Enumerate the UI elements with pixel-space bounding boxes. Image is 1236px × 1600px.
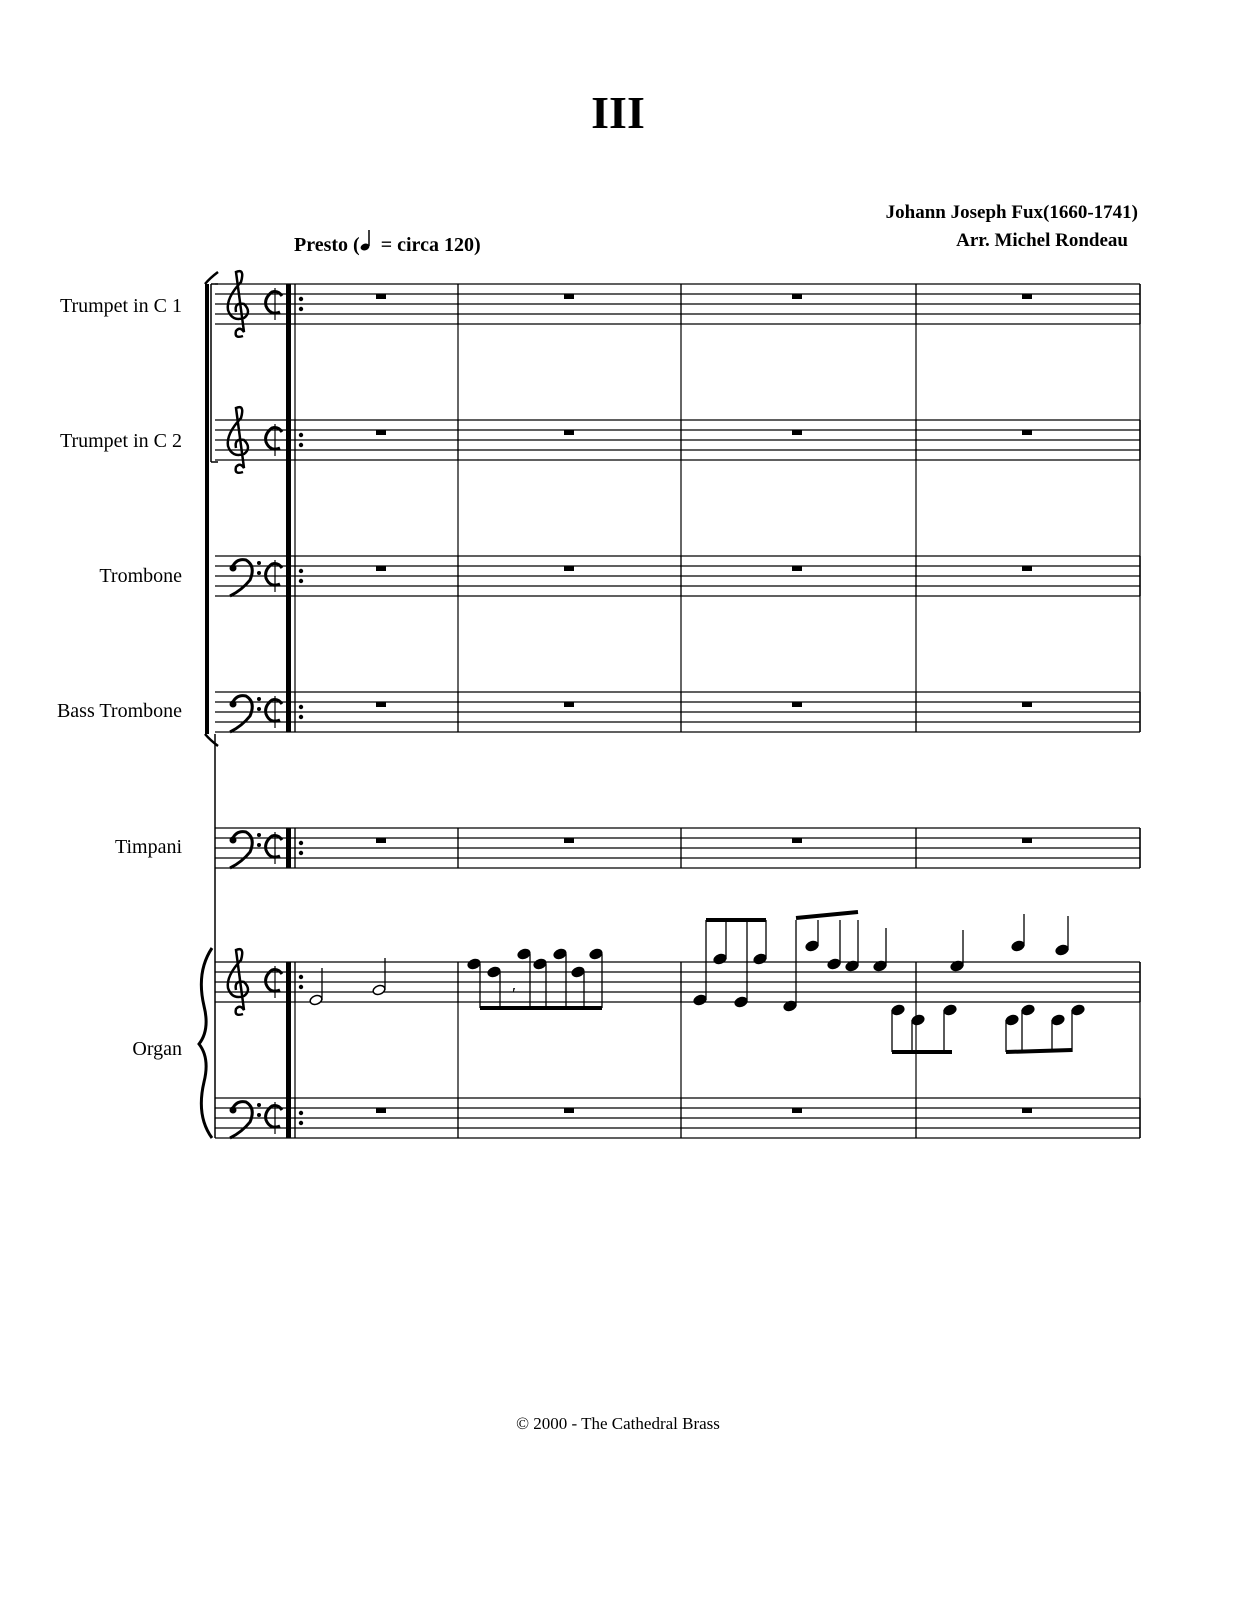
whole-rest-icon <box>792 838 802 843</box>
bass-clef-icon <box>230 832 262 868</box>
instrument-label: Trumpet in C 2 <box>59 430 182 452</box>
tempo-value: = circa 120) <box>375 234 481 256</box>
instrument-label: Bass Trombone <box>56 700 182 722</box>
note-head <box>734 996 748 1008</box>
whole-rest-icon <box>376 702 386 707</box>
whole-rest-icon <box>1022 566 1032 571</box>
note-head <box>571 966 585 978</box>
staff <box>215 828 1140 868</box>
note-head <box>891 1004 905 1016</box>
note-head <box>753 953 767 965</box>
bass-clef-icon <box>230 696 262 732</box>
staff <box>215 692 1140 732</box>
whole-rest-icon <box>376 838 386 843</box>
note-head <box>827 958 841 970</box>
note-head <box>589 948 603 960</box>
whole-rest-icon <box>564 702 574 707</box>
arranger-credit: Arr. Michel Rondeau <box>956 230 1128 251</box>
whole-rest-icon <box>564 566 574 571</box>
bass-clef-icon <box>230 1102 262 1138</box>
note-head <box>553 948 567 960</box>
staff <box>215 556 1140 596</box>
whole-rest-icon <box>564 294 574 299</box>
composer-credit: Johann Joseph Fux(1660-1741) <box>885 202 1138 223</box>
note-head <box>1051 1014 1065 1026</box>
note-head <box>1021 1004 1035 1016</box>
copyright-notice: © 2000 - The Cathedral Brass <box>516 1414 720 1433</box>
note-head <box>372 984 386 996</box>
note-head <box>713 953 727 965</box>
staff <box>215 1098 1140 1138</box>
whole-rest-icon <box>376 294 386 299</box>
note-head <box>487 966 501 978</box>
note-head <box>1071 1004 1085 1016</box>
note-head <box>467 958 481 970</box>
staff <box>215 407 1140 473</box>
whole-rest-icon <box>564 838 574 843</box>
bass-clef-icon <box>230 560 262 596</box>
page-title: III <box>591 87 645 138</box>
tempo-text: Presto ( <box>294 234 360 256</box>
staff <box>215 271 1140 337</box>
note-head <box>1005 1014 1019 1026</box>
whole-rest-icon <box>792 294 802 299</box>
instrument-label: Trumpet in C 1 <box>59 295 182 317</box>
whole-rest-icon <box>564 1108 574 1113</box>
note-head <box>805 940 819 952</box>
whole-rest-icon <box>792 702 802 707</box>
instrument-label: Trombone <box>99 565 182 587</box>
note-head <box>533 958 547 970</box>
whole-rest-icon <box>1022 1108 1032 1113</box>
note-head <box>693 994 707 1006</box>
whole-rest-icon <box>564 430 574 435</box>
whole-rest-icon <box>1022 294 1032 299</box>
whole-rest-icon <box>792 430 802 435</box>
whole-rest-icon <box>792 566 802 571</box>
whole-rest-icon <box>1022 430 1032 435</box>
note-head <box>309 994 323 1006</box>
whole-rest-icon <box>792 1108 802 1113</box>
note-head <box>1055 944 1069 956</box>
whole-rest-icon <box>1022 838 1032 843</box>
note-head <box>943 1004 957 1016</box>
trumpet-bracket <box>211 284 218 462</box>
organ-brace <box>199 948 212 1138</box>
whole-rest-icon <box>376 566 386 571</box>
staff <box>215 949 1140 1015</box>
whole-rest-icon <box>376 430 386 435</box>
whole-rest-icon <box>1022 702 1032 707</box>
whole-rest-icon <box>376 1108 386 1113</box>
note-head <box>1011 940 1025 952</box>
note-head <box>911 1014 925 1026</box>
instrument-label: Timpani <box>114 836 182 858</box>
instrument-label: Organ <box>132 1038 182 1060</box>
eighth-rest-icon: ′ <box>512 984 516 1004</box>
note-head <box>517 948 531 960</box>
